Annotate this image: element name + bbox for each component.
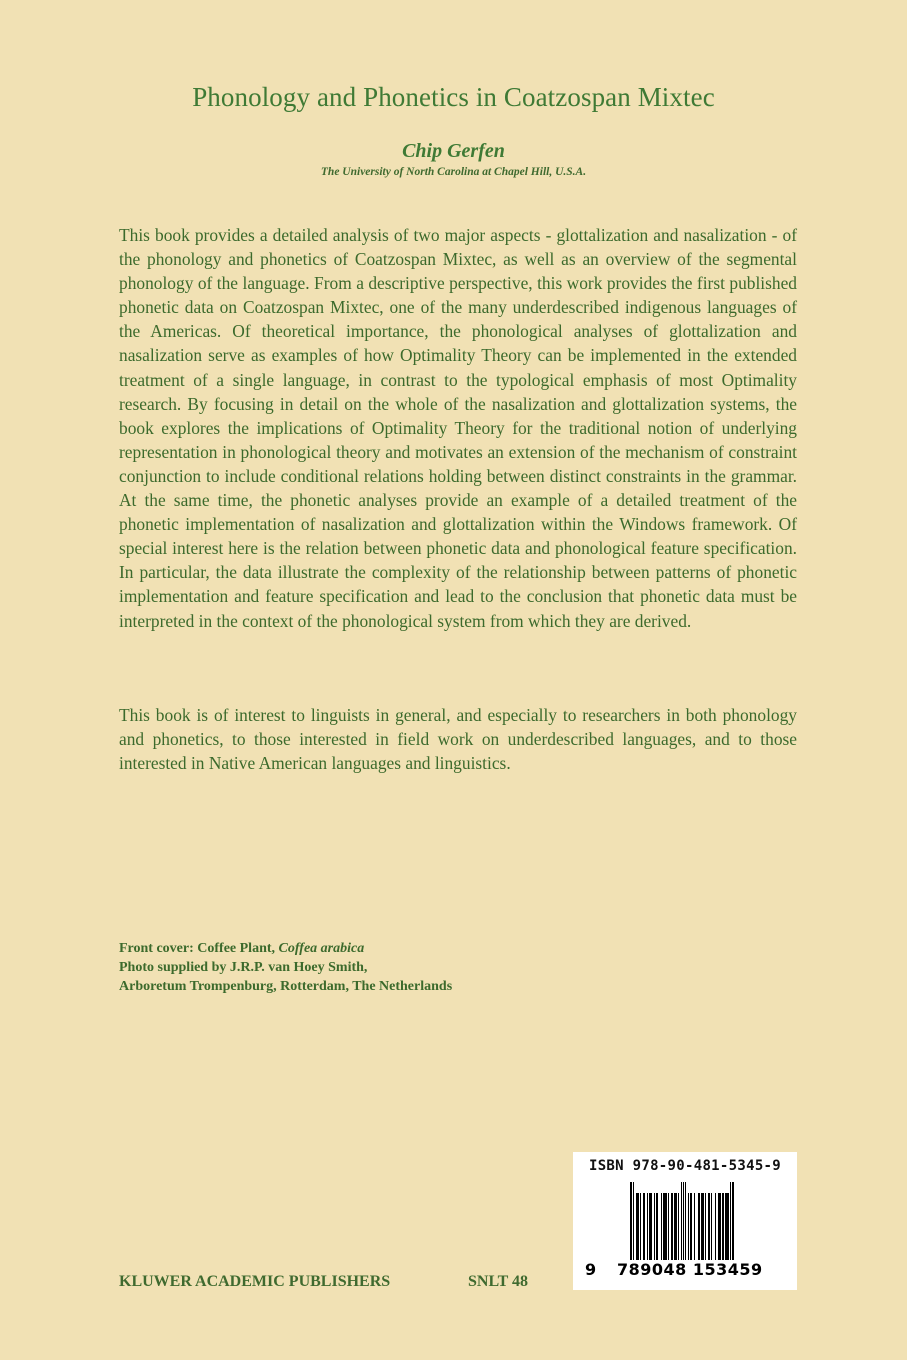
plant-species: Coffea arabica xyxy=(278,941,365,956)
author-name: Chip Gerfen xyxy=(402,140,505,162)
series-number: SNLT 48 xyxy=(468,1273,529,1290)
cover-credits xyxy=(119,939,452,996)
description-paragraph-2: This book is of interest to linguists in general, and especially to researchers in both phonology and phonetics, to those interested in field work on underdescribed languages, and to those interested in Native American languages and linguistics. xyxy=(119,705,797,774)
credits-line-2: Photo supplied by J.R.P. van Hoey Smith, xyxy=(119,960,368,975)
isbn-remaining-digits: 789048 153459 xyxy=(617,1260,763,1279)
author-affiliation: The University of North Carolina at Chapel Hill, U.S.A. xyxy=(320,166,587,178)
credits-prefix: Front cover: Coffee Plant, xyxy=(119,941,279,956)
description-paragraph-1: This book provides a detailed analysis of two major aspects - glottalization and nasalization - of the phonology and phonetics of Coatzospan Mixtec, as well as an overview of the segmental phonology of the language. From a descriptive perspective, this work provides the first published phonetic data on Coatzospan Mixtec, one of the many underdescribed indigenous languages of the Americas. Of theoretical importance, the phonological analyses of glottalization and nasalization serve as examples of how Optimality Theory can be implemented in the extended treatment of a single language, in contrast to the typological emphasis of most Optimality research. By focusing in detail on the whole of the nasalization and glottalization systems, the book explores the implications of Optimality Theory for the traditional notion of underlying representation in phonological theory and motivates an extension of the mechanism of constraint conjunction to include conditional relations holding between distinct constraints in the grammar. At the same time, the phonetic analyses provide an example of a detailed treatment of the phonetic implementation of nasalization and glottalization within the Windows framework. Of special interest here is the relation between phonetic data and phonological feature specification. In particular, the data illustrate the complexity of the relationship between patterns of phonetic implementation and feature specification and lead to the conclusion that phonetic data must be interpreted in the context of the phonological system from which they are derived. xyxy=(119,225,797,631)
credits-line-1 xyxy=(119,939,452,958)
isbn-first-digit: 9 xyxy=(585,1260,597,1279)
credits-line-3: Arboretum Trompenburg, Rotterdam, The Netherlands xyxy=(119,979,453,994)
publisher-name: KLUWER ACADEMIC PUBLISHERS xyxy=(119,1273,391,1290)
book-title: Phonology and Phonetics in Coatzospan Mixtec xyxy=(192,82,715,112)
isbn-barcode-box xyxy=(573,1152,797,1290)
isbn-label: ISBN 978-90-481-5345-9 xyxy=(588,1158,782,1174)
